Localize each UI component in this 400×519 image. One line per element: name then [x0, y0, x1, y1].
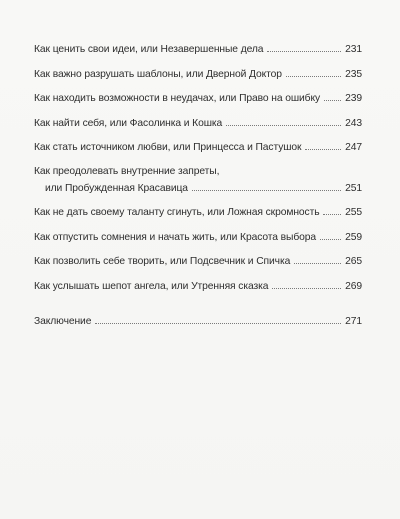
toc-entry	[34, 205, 362, 218]
toc-entry-title: Как ценить свои идеи, или Незавершенные дела	[34, 44, 264, 55]
toc-entry-page: 231	[345, 44, 362, 55]
toc-entry	[34, 254, 362, 267]
toc-entry-conclusion	[34, 314, 362, 327]
dot-leader	[95, 323, 341, 324]
toc-entry-title: Как найти себя, или Фасолинка и Кошка	[34, 117, 223, 129]
toc-entry-title: Как позволить себе творить, или Подсвечник и Спичка	[34, 256, 291, 267]
toc-entry-title-line2: или Пробужденная Красавица	[45, 182, 188, 194]
toc-entry-page: 243	[345, 117, 362, 129]
dot-leader	[323, 214, 341, 215]
toc-entry-title: Как важно разрушать шаблоны, или Дверной Доктор	[34, 68, 282, 80]
toc-entry	[34, 279, 362, 292]
toc-entry-title: Заключение	[34, 316, 92, 327]
toc-entry-title: Как услышать шепот ангела, или Утренняя сказка	[34, 280, 269, 292]
dot-leader	[226, 125, 341, 126]
toc-entry-second-line	[34, 181, 362, 194]
toc-entry	[34, 116, 362, 129]
toc-entry-page: 269	[345, 280, 362, 292]
toc-entry	[34, 67, 362, 80]
dot-leader	[267, 51, 341, 52]
toc-entry-title: Как не дать своему таланту сгинуть, или Ложная скромность	[34, 207, 320, 218]
toc-entry	[34, 230, 362, 243]
dot-leader	[286, 76, 341, 77]
toc-entry-title: Как отпустить сомнения и начать жить, или Красота выбора	[34, 231, 317, 243]
toc-entry-page: 259	[345, 231, 362, 243]
dot-leader	[294, 263, 341, 264]
section-gap	[34, 303, 362, 314]
table-of-contents	[34, 42, 362, 339]
toc-entry	[34, 42, 362, 55]
dot-leader	[320, 239, 341, 240]
toc-entry-title: Как стать источником любви, или Принцесса и Пастушок	[34, 142, 302, 153]
dot-leader	[192, 190, 341, 191]
toc-entry	[34, 165, 362, 194]
dot-leader	[272, 288, 341, 289]
toc-entry	[34, 91, 362, 104]
toc-entry-page: 255	[345, 207, 362, 218]
toc-entry-page: 239	[345, 93, 362, 104]
dot-leader	[324, 100, 341, 101]
toc-entry-page: 247	[345, 142, 362, 153]
toc-entry	[34, 140, 362, 153]
toc-entry-page: 235	[345, 68, 362, 80]
toc-entry-page: 251	[345, 182, 362, 194]
toc-entry-title-line1: Как преодолевать внутренние запреты,	[34, 165, 220, 177]
toc-entry-page: 265	[345, 256, 362, 267]
toc-entry-title: Как находить возможности в неудачах, или Право на ошибку	[34, 93, 321, 104]
dot-leader	[305, 149, 341, 150]
toc-entry-page: 271	[345, 316, 362, 327]
